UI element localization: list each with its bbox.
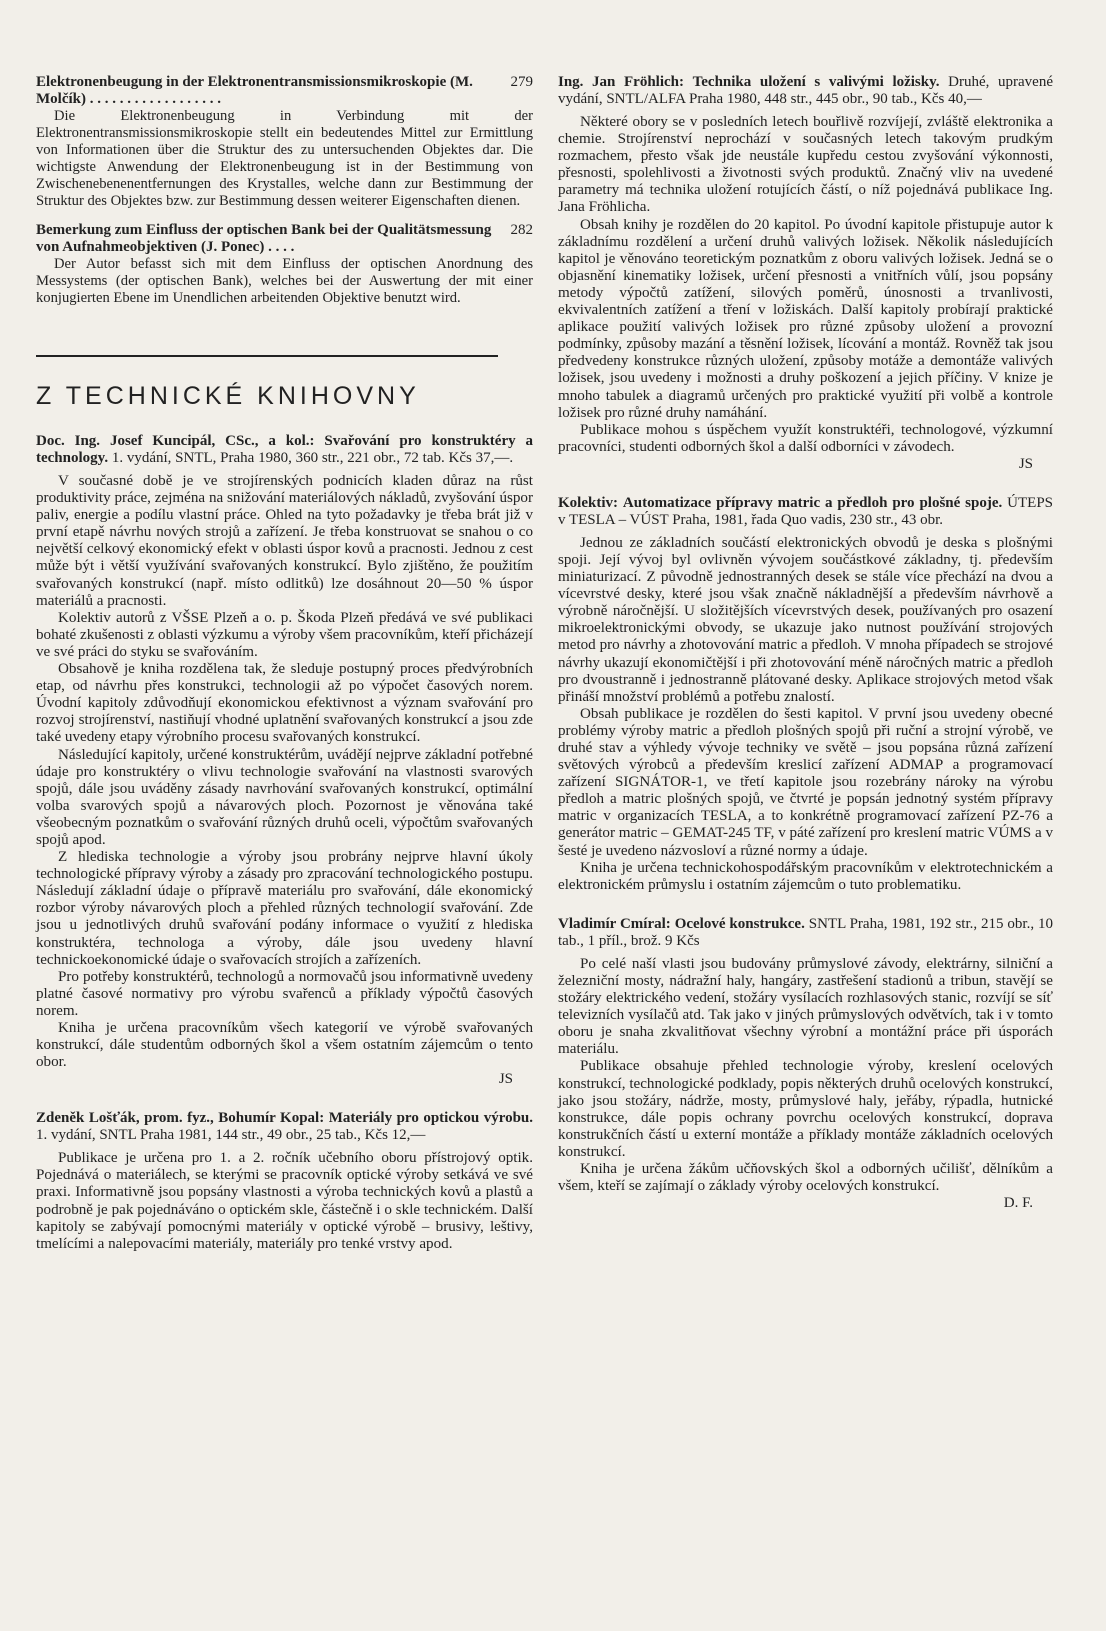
- review-title: Ocelové konstrukce.: [674, 915, 805, 932]
- review-kolektiv: [558, 495, 1053, 894]
- review-author: Kolektiv:: [558, 494, 618, 511]
- abstract-page-number: 279: [510, 74, 533, 90]
- review-meta: SNTL Praha, 1981, 192 str., 215 obr., 10 tab., 1 příl., brož. 9 Kčs: [558, 915, 1054, 949]
- review-paragraph: Pro potřeby konstruktérů, technologů a normovačů jsou informativně uvedeny platné časové normativy pro výrobu svařenců a příklady výpočtů časových norem.: [36, 968, 533, 1019]
- review-title: Technika uložení s valivými ložisky.: [692, 74, 940, 90]
- right-column: [558, 74, 1053, 1234]
- abstract-title: 279 Elektronenbeugung in der Elektronentransmissionsmikroskopie (M. Molčík) . . . . . . . . . . . . . . . . . .: [36, 74, 533, 107]
- review-meta: 1. vydání, SNTL Praha 1981, 144 str., 49 obr., 25 tab., Kčs 12,—: [36, 1127, 426, 1144]
- review-meta: Druhé, upravené vydání, SNTL/ALFA Praha 1980, 448 str., 445 obr., 90 tab., Kčs 40,—: [558, 74, 1053, 107]
- review-cmiral: [558, 916, 1053, 1212]
- review-header: [36, 1110, 533, 1144]
- review-paragraph: Obsahově je kniha rozdělena tak, že sleduje postupný proces předvýrobních etap, od návrhu přes konstrukci, technologii až po výpočet časových norem. Úvodní kapitoly zdůvodňují ekonomickou efektivnost a význam svařování pro rozvoj strojírenství, nastiňují vhodné uplatnění svařovaných konstrukcí a jsou zde také uvedeny etapy výrobního procesu svařovaných konstrukcí.: [36, 661, 533, 746]
- review-title: Materiály pro optickou výrobu.: [328, 1110, 534, 1127]
- review-paragraph: V současné době je ve strojírenských podnicích kladen důraz na růst produktivity práce, zejména na snižování materiálových nákladů, zvyšování úspor paliv, energie a podílu vlastní práce. Ohled na tyto požadavky je třeba brát již v první etapě návrhu nových strojů a zařízení. Je třeba konstruovat se snahou o co největší celkový ekonomický efekt v oblasti úspor kovů a pracnosti. Jednou z cest může být i větší využívání svařovaných konstrukcí. Bylo zjištěno, že použitím svařovaných konstrukcí (např. místo odlitků) lze dosáhnout 20—50 % úspor materiálů a pracnosti.: [36, 473, 533, 609]
- review-paragraph: Publikace mohou s úspěchem využít konstruktéři, technologové, výzkumní pracovníci, studenti odborných škol a další odborníci v závodech.: [558, 421, 1053, 455]
- review-title: Svařování pro konstruktéry a technology.: [36, 433, 533, 466]
- review-paragraph: Z hlediska technologie a výroby jsou probrány nejprve hlavní úkoly technologické přípravy výroby a zásady pro zpracování technologického postupu. Následují základní údaje o přípravě materiálu pro svařování, dále ekonomický rozbor výroby návarových ploch a přehled různých technologií svařování. Zde jsou u jednotlivých druhů svařování podány informace o využití z hlediska konstruktéra, technologa a výroby, dále jsou uvedeny hlavní technickoekonomické údaje o svařovacích strojích a zařízeních.: [36, 849, 533, 968]
- left-column: [36, 74, 533, 1275]
- review-paragraph: Některé obory se v posledních letech bouřlivě rozvíjejí, zvláště elektronika a chemie. Strojírenství neprochází v současných letech takovým prudkým rozmachem, přesto však jde neustále kupředu cestou zvyšování výkonnosti, přesnosti, spolehlivosti a životnosti svých produktů. Značný vliv na uvedené parametry má technika uložení rotujících částí, o níž pojednává publikace Ing. Jana Fröhlicha.: [558, 114, 1053, 216]
- abstract-title: 282 Bemerkung zum Einfluss der optischen Bank bei der Qualitätsmessung von Aufnahmeobjektiven (J. Ponec) . . . .: [36, 222, 533, 255]
- review-frohlich: [558, 74, 1053, 473]
- review-signature: JS: [1018, 455, 1033, 472]
- review-meta: ÚTEPS v TESLA – VÚST Praha, 1981, řada Quo vadis, 230 str., 43 obr.: [558, 494, 1054, 528]
- review-paragraph: Publikace obsahuje přehled technologie výroby, kreslení ocelových konstrukcí, technologické podklady, popis některých druhů ocelových konstrukcí, jako jsou stožáry, nádrže, mosty, průmyslové haly, jeřáby, rýpadla, hutnické konstrukce, dále popis ochrany povrchu ocelových konstrukcí, doprava konstrukčních částí u externí montáže a příklady montáže základních ocelových konstrukcí.: [558, 1058, 1053, 1160]
- review-paragraph: Kniha je určena žákům učňovských škol a odborných učilišť, dělníkům a všem, kteří se zajímají o základy výroby ocelových konstrukcí.: [558, 1160, 1053, 1195]
- review-paragraph: Jednou ze základních součástí elektronických obvodů je deska s plošnými spoji. Její vývoj byl ovlivněn vývojem součástkové základny, tj. především miniaturizací. Z původně jednostranných desek se stále více přechází na dvou a vícevrstvé desky, které jsou však značně nákladnější a především návrhově a výrobně náročnější. U složitějších vícevrstvých desek, používaných pro osazení mikroelektronickými obvody, se ukazuje jako nutnost používání strojových metod pro návrhy a zhotovování matric a předloh. V mnoha případech se strojové návrhy ukazují ekonomičtější i při zhotovování méně náročných matric a předloh pro dvoustranně i jednostranně plátované desky. Aplikace strojových metod však přináší množství problémů a potřebu znalostí.: [558, 534, 1053, 705]
- review-paragraph: Obsah knihy je rozdělen do 20 kapitol. Po úvodní kapitole přistupuje autor k základnímu rozdělení a určení druhů valivých ložisek. Několik následujících kapitol je věnováno teoretickým poznatkům z oboru valivých ložisek. Jedná se o objasnění kinematiky ložisek, určení přesnosti a vnitřních vůlí, jsou popsány metody výpočtů zatížení, silových poměrů, únosnosti a trvanlivosti, ekvivalentních zatížení a tření v ložiskách. Další kapitoly probírají praktické aplikace použití valivých ložisek pro různé způsoby uložení a provozní podmínky, způsoby mazání a těsnění ložisek, lícování a montáž. Rovněž tak jsou předvedeny konstrukce různých uložení, způsoby motáže a demontáže valivých ložisek, jsou uvedeny i možnosti a druhy poškození a jejich příčiny. V knize je mnoho tabulek a diagramů určených pro praktické využití při volbě a kontrole ložisek pro různé druhy namáhání.: [558, 216, 1053, 421]
- review-signature: D. F.: [1003, 1195, 1033, 1212]
- review-header: [36, 433, 533, 467]
- abstract-page-number: 282: [510, 222, 533, 238]
- review-paragraph: Kniha je určena pracovníkům všech kategorií ve výrobě svařovaných konstrukcí, dále studentům odborných škol a všem ostatním zájemcům o tento obor.: [36, 1020, 533, 1071]
- review-kuncipal: [36, 433, 533, 1088]
- review-paragraph: Obsah publikace je rozdělen do šesti kapitol. V první jsou uvedeny obecné problémy výroby matric a předloh plošných spojů při ruční a strojní výrobě, ve druhé stav a výhledy vývoje techniky ve světě – jsou popsána různá zařízení světových výrobců a především kreslicí zařízení ADMAP a programovací zařízení SIGNÁTOR-1, ve třetí kapitole jsou rozebrány nároky na výrobu předloh a matric plošných spojů, ve čtvrté je popsán jednotný systém přípravy matric v organizacích TESLA, a to konkrétně programovací zařízení PZ-76 a generátor matric – GEMAT-245 TF, v páté zařízení pro kreslení matric VÚMS a v šesté je uvedeno názvosloví a různé normy a údaje.: [558, 705, 1053, 859]
- review-meta: 1. vydání, SNTL, Praha 1980, 360 str., 221 obr., 72 tab. Kčs 37,—.: [111, 450, 514, 466]
- review-author: Doc. Ing. Josef Kuncipál, CSc., a kol.:: [36, 433, 315, 449]
- review-author: Vladimír Cmíral:: [558, 915, 671, 932]
- review-paragraph: Kolektiv autorů z VŠSE Plzeň a o. p. Škoda Plzeň předává ve své publikaci bohaté zkušenosti z oblasti výzkumu a výroby všem pracovníkům, kteří přicházejí ve své práci do styku se svařováním.: [36, 609, 533, 660]
- review-author: Ing. Jan Fröhlich:: [558, 74, 685, 90]
- abstract-1: [36, 74, 533, 210]
- review-lostak: [36, 1110, 533, 1253]
- review-paragraph: Publikace je určena pro 1. a 2. ročník učebního oboru přístrojový optik. Pojednává o materiálech, se kterými se pracovník optické výroby setkává ve své praxi. Informativně jsou popsány vlastnosti a výroba technických kovů a plastů a podrobně je pak pojednáváno o optickém skle, částečně i o skle technickém. Další kapitoly se zabývají pomocnými materiály v optické výrobě – brusivy, leštivy, tmelícími a nalepovacími materiály, materiály pro tenké vrstvy apod.: [36, 1150, 533, 1252]
- review-header: [558, 495, 1053, 529]
- review-signature: JS: [498, 1071, 513, 1088]
- section-heading: Z TECHNICKÉ KNIHOVNY: [36, 382, 420, 410]
- review-paragraph: Kniha je určena technickohospodářským pracovníkům v elektrotechnickém a elektronickém průmyslu i ostatním zájemcům o tuto problematiku.: [558, 859, 1053, 893]
- review-paragraph: Následující kapitoly, určené konstruktérům, uvádějí nejprve základní potřebné údaje pro konstruktéry o vlivu technologie svařování na vlastnosti svarových spojů, dále jsou uváděny zásady navrhování svařovaných konstrukcí, optimální volba svarových spojů a návarových ploch. Pozornost je věnována také všeobecným poznatkům o svařování různých druhů oceli, výpočtům svařovaných spojů apod.: [36, 746, 533, 848]
- review-header: [558, 74, 1053, 108]
- review-header: [558, 916, 1053, 950]
- section-divider: [36, 355, 498, 357]
- review-paragraph: Po celé naší vlasti jsou budovány průmyslové závody, elektrárny, silniční a železniční mosty, nádražní haly, hangáry, zastřešení stadionů a tribun, stavějí se stožáry elektrického vedení, stožáry vysílacích rozhlasových stanic, rozvíjí se síť televizních vysílačů atd. Tak jako v jiných průmyslových odvětvích, tak i v tomto oboru je snaha zkvalitňovat všechny výrobní a montážní práce při úsporách materiálu.: [558, 955, 1053, 1058]
- abstract-body: Der Autor befasst sich mit dem Einfluss der optischen Anordnung des Messystems (der optischen Bank), welches bei der Auswertung der mit einer konjugierten Ebene im Unendlichen arbeitenden Objektive benutzt wird.: [36, 256, 533, 306]
- abstract-body: Die Elektronenbeugung in Verbindung mit der Elektronentransmissionsmikroskopie stellt ein bedeutendes Mittel zur Ermittlung von Informationen über die Struktur des zu untersuchenden Objektes dar. Die wichtigste Anwendung der Elektronenbeugung ist in der Bestimmung von Zwischenebenenentfernungen des Krystalles, welche dann zur Bestimmung der Struktur des Objektes bzw. zur Bestimmung dessen weiterer Eigenschaften dienen.: [36, 108, 533, 209]
- abstract-2: [36, 222, 533, 307]
- review-author: Zdeněk Lošťák, prom. fyz., Bohumír Kopal:: [36, 1110, 325, 1127]
- review-title: Automatizace přípravy matric a předloh pro plošné spoje.: [622, 494, 1003, 511]
